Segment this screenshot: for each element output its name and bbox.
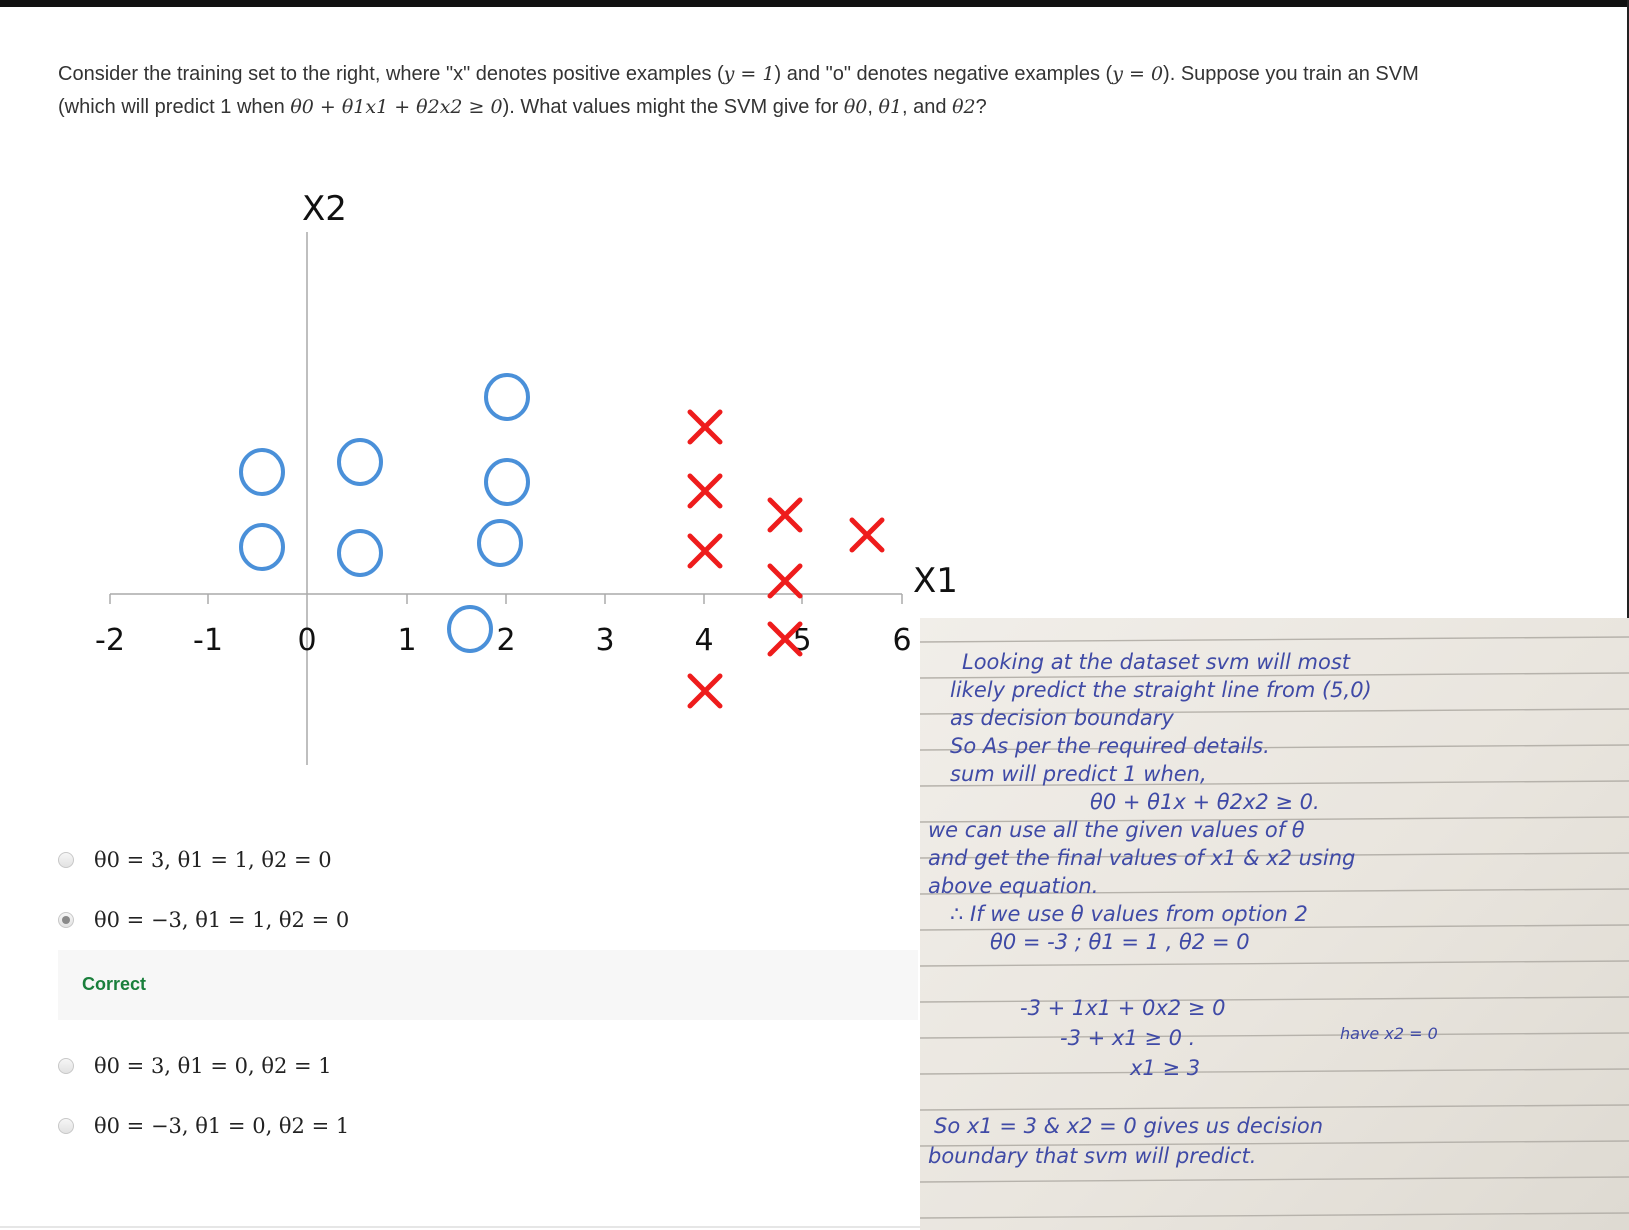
answer-option-label: θ0 = −3, θ1 = 0, θ2 = 1 (94, 1114, 350, 1138)
theta0-math: θ0 (843, 96, 868, 118)
note-line: we can use all the given values of θ (928, 818, 1305, 842)
prediction-rule-math: θ0 + θ1x1 + θ2x2 ≥ 0 (290, 96, 503, 118)
answer-option-label: θ0 = 3, θ1 = 0, θ2 = 1 (94, 1054, 332, 1078)
note-line: So x1 = 3 & x2 = 0 gives us decision (934, 1114, 1324, 1138)
x-tick-label: -1 (193, 623, 223, 658)
negative-example-marker (486, 375, 528, 419)
negative-example-marker (449, 607, 491, 651)
note-line: Looking at the dataset svm will most (962, 650, 1351, 674)
positive-example-marker (690, 476, 720, 506)
note-line: -3 + 1x1 + 0x2 ≥ 0 (1020, 996, 1226, 1020)
x-tick-label: 3 (595, 623, 615, 658)
negative-example-marker (479, 521, 521, 565)
y-negative-math: y = 0 (1112, 63, 1164, 85)
answer-option-2[interactable] (58, 902, 349, 938)
notebook-paper (920, 618, 1629, 1230)
question-part3: ). Suppose you train an SVM (1163, 63, 1419, 85)
note-line: as decision boundary (950, 706, 1174, 730)
x-tick-label: 1 (397, 623, 417, 658)
note-line: So As per the required details. (950, 734, 1270, 758)
feedback-box (58, 950, 918, 1020)
top-bar (0, 0, 1629, 7)
question-part4: (which will predict 1 when (58, 96, 291, 118)
bottom-divider (0, 1226, 920, 1228)
question-sep2: , and (902, 96, 953, 118)
x-tick-label: 5 (792, 623, 812, 658)
question-part2: ) and "o" denotes negative examples ( (774, 63, 1113, 85)
negative-example-marker (241, 450, 283, 494)
answer-option-label: θ0 = −3, θ1 = 1, θ2 = 0 (94, 908, 350, 932)
negative-example-marker (486, 460, 528, 504)
handwritten-note-photo (920, 618, 1629, 1230)
feedback-text: Correct (82, 974, 147, 994)
positive-example-marker (770, 500, 800, 530)
theta2-math: θ2 (952, 96, 976, 118)
negative-example-marker (339, 440, 381, 484)
radio-button-selected[interactable] (58, 912, 74, 928)
x-tick-label: -2 (95, 623, 125, 658)
radio-button[interactable] (58, 1058, 74, 1074)
note-line: x1 ≥ 3 (1130, 1056, 1201, 1080)
answer-option-label: θ0 = 3, θ1 = 1, θ2 = 0 (94, 848, 332, 872)
answer-option-4[interactable] (58, 1108, 349, 1144)
y-axis-label: X2 (302, 189, 347, 229)
x-tick-label: 4 (694, 623, 714, 658)
note-line: boundary that svm will predict. (928, 1144, 1257, 1168)
note-line: ∴ If we use θ values from option 2 (950, 902, 1308, 926)
y-positive-math: y = 1 (723, 63, 775, 85)
note-line: sum will predict 1 when, (950, 762, 1207, 786)
positive-example-marker (690, 412, 720, 442)
negative-example-marker (339, 531, 381, 575)
question-part1: Consider the training set to the right, where "x" denotes positive examples ( (58, 63, 724, 85)
question-part6: ? (975, 96, 987, 118)
negative-example-marker (241, 525, 283, 569)
positive-example-marker (690, 676, 720, 706)
radio-button[interactable] (58, 852, 74, 868)
x-axis-label: X1 (913, 561, 958, 601)
note-line: have x2 = 0 (1340, 1024, 1438, 1043)
answer-option-1[interactable] (58, 842, 332, 878)
note-line: θ0 = -3 ; θ1 = 1 , θ2 = 0 (990, 930, 1250, 954)
x-tick-label: 0 (297, 623, 317, 658)
training-set-plot (80, 180, 958, 740)
positive-example-marker (852, 520, 882, 550)
note-line: above equation. (928, 874, 1099, 898)
question-text (58, 58, 1578, 124)
note-line: θ0 + θ1x + θ2x2 ≥ 0. (1090, 790, 1320, 814)
note-line: likely predict the straight line from (5,0) (950, 678, 1372, 702)
theta1-math: θ1 (878, 96, 903, 118)
positive-example-marker (770, 566, 800, 596)
x-tick-label: 6 (892, 623, 912, 658)
question-sep1: , (867, 96, 879, 118)
positive-example-marker (690, 536, 720, 566)
question-part5: ). What values might the SVM give for (502, 96, 844, 118)
x-tick-label: 2 (496, 623, 516, 658)
answer-option-3[interactable] (58, 1048, 332, 1084)
note-line: and get the final values of x1 & x2 using (928, 846, 1356, 870)
note-line: -3 + x1 ≥ 0 . (1060, 1026, 1196, 1050)
radio-button[interactable] (58, 1118, 74, 1134)
